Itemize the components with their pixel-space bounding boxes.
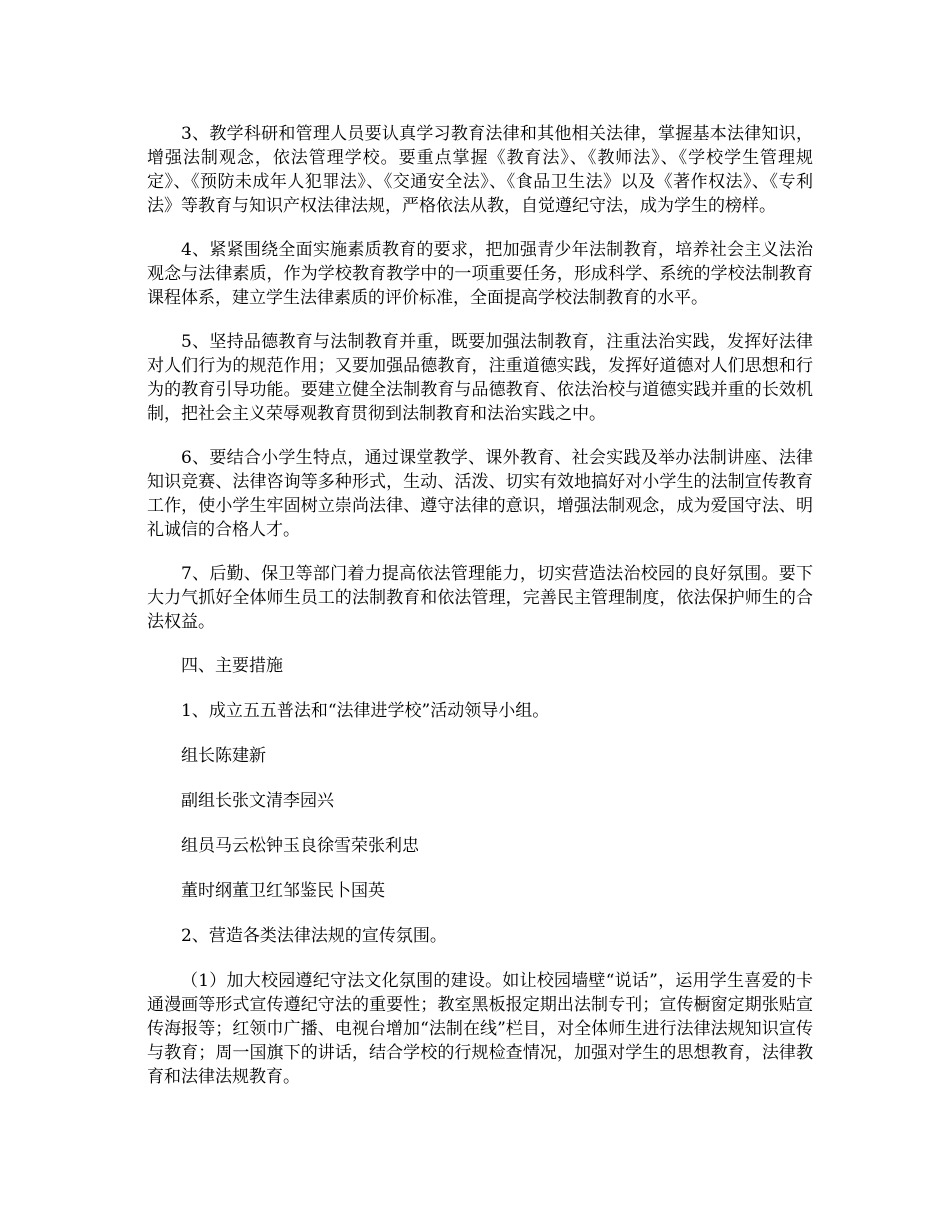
- measure-2-heading: 2、营造各类法律法规的宣传氛围。: [181, 926, 447, 946]
- measure-2-subitem-1: （1）加大校园遵纪守法文化氛围的建设。如让校园墙壁“说话”，运用学生喜爱的卡通漫画等形式宣传遵纪守法的重要性；教室黑板报定期出法制专刊；宣传橱窗定期张贴宣传海报等；红领巾广播、电视台增加“法制在线”栏目，对全体师生进行法律法规知识宣传与教育；周一国旗下的讲话，结合学校的行规检查情况，加强对学生的思想教育，法律教育和法律法规教育。: [147, 971, 813, 1087]
- document-page: [147, 122, 813, 1089]
- section-heading-measures: 四、主要措施: [181, 656, 283, 676]
- paragraph-item-4: 4、紧紧围绕全面实施素质教育的要求，把加强青少年法制教育，培养社会主义法治观念与法律素质，作为学校教育教学中的一项重要任务，形成科学、系统的学校法制教育课程体系，建立学生法律素质的评价标准，全面提高学校法制教育的水平。: [147, 240, 813, 308]
- paragraph-item-5: 5、坚持品德教育与法制教育并重，既要加强法制教育，注重法治实践，发挥好法律对人们行为的规范作用；又要加强品德教育，注重道德实践，发挥好道德对人们思想和行为的教育引导功能。要建立健全法制教育与品德教育、依法治校与道德实践并重的长效机制，把社会主义荣辱观教育贯彻到法制教育和法治实践之中。: [147, 332, 813, 424]
- deputy-group-leader: 副组长张文清李园兴: [181, 791, 334, 811]
- group-leader: 组长陈建新: [181, 746, 266, 766]
- group-members-line-2: 董时纲董卫红邹鉴民卜国英: [181, 881, 385, 901]
- measure-1-heading: 1、成立五五普法和“法律进学校”活动领导小组。: [181, 701, 550, 721]
- paragraph-item-6: 6、要结合小学生特点，通过课堂教学、课外教育、社会实践及举办法制讲座、法律知识竞赛、法律咨询等多种形式，生动、活泼、切实有效地搞好对小学生的法制宣传教育工作，使小学生牢固树立崇尚法律、遵守法律的意识，增强法制观念，成为爱国守法、明礼诚信的合格人才。: [147, 448, 813, 540]
- paragraph-item-7: 7、后勤、保卫等部门着力提高依法管理能力，切实营造法治校园的良好氛围。要下大力气抓好全体师生员工的法制教育和依法管理，完善民主管理制度，依法保护师生的合法权益。: [147, 564, 813, 632]
- paragraph-item-3: 3、教学科研和管理人员要认真学习教育法律和其他相关法律，掌握基本法律知识，增强法制观念，依法管理学校。要重点掌握《教育法》、《教师法》、《学校学生管理规定》、《预防未成年人犯罪法》、《交通安全法》、《食品卫生法》以及《著作权法》、《专利法》等教育与知识产权法律法规，严格依法从教，自觉遵纪守法，成为学生的榜样。: [147, 124, 813, 216]
- group-members-line-1: 组员马云松钟玉良徐雪荣张利忠: [181, 836, 419, 856]
